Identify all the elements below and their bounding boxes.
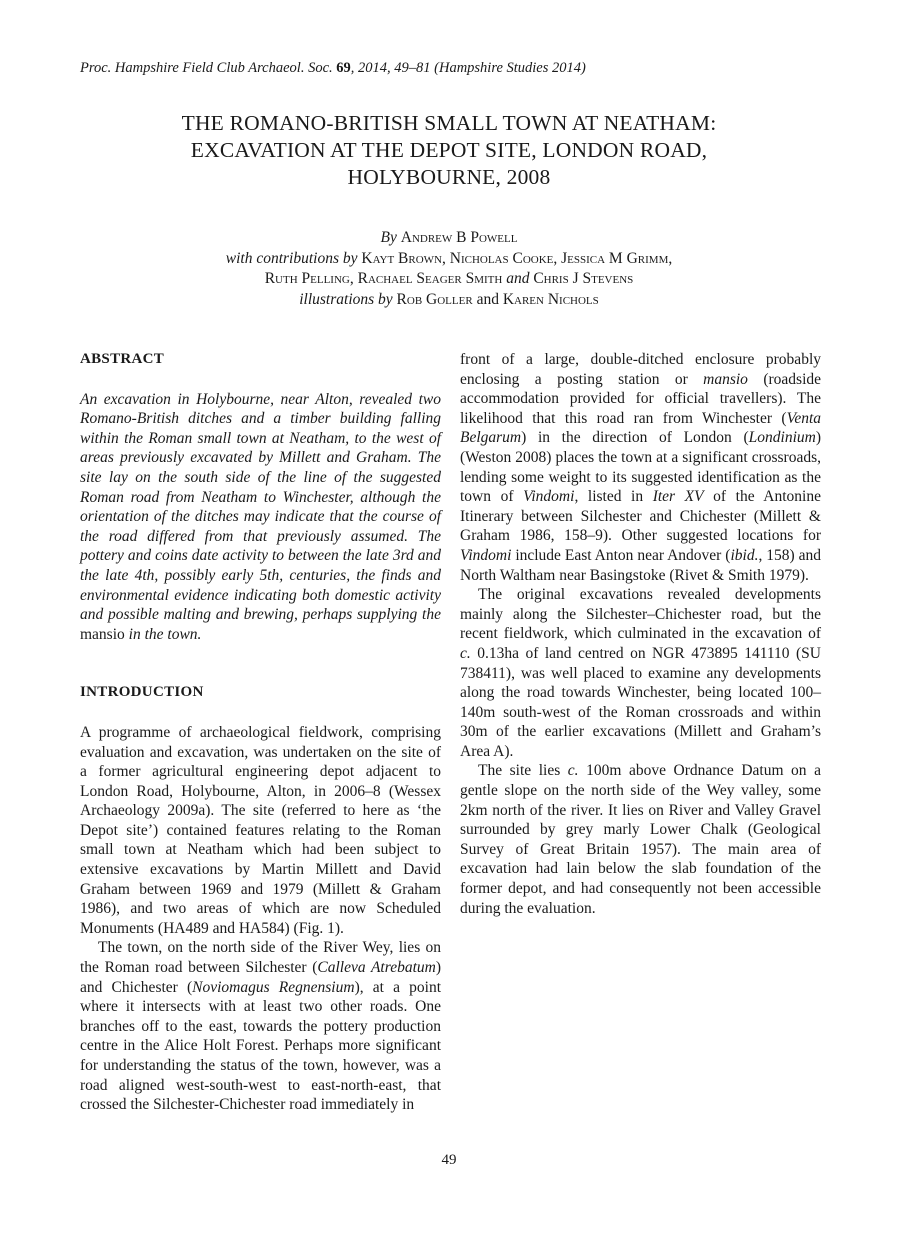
author-line: By Andrew B Powell	[380, 229, 518, 246]
journal-citation	[80, 60, 820, 77]
title-line: EXCAVATION AT THE DEPOT SITE, LONDON ROAD,	[190, 138, 708, 162]
right-column	[460, 350, 821, 918]
introduction-heading: INTRODUCTION	[80, 684, 204, 701]
paragraph: The town, on the north side of the River Wey, lies on the Roman road between Silchester (Calleva Atrebatum) and Chichester (Noviomagus Regnensium), at a point where it intersects with at least two other roads. One branches off to the east, towards the pottery production centre in the Alice Holt Forest. Perhaps more significant for understanding the status of the town, however, was a road aligned west-south-west to east-north-east, that crossed the Silchester-Chichester road immediately in	[80, 939, 441, 1114]
title-line: THE ROMANO-BRITISH SMALL TOWN AT NEATHAM:	[181, 111, 717, 135]
contributors-line: with contributions by Kayt Brown, Nicholas Cooke, Jessica M Grimm,	[225, 249, 673, 267]
journal-name: Proc. Hampshire Field Club Archaeol. Soc.	[80, 60, 337, 76]
author-block	[100, 228, 798, 310]
illustrator: Rob Goller	[396, 290, 473, 308]
contributors-line: Ruth Pelling, Rachael Seager Smith and Chris J Stevens	[264, 270, 634, 287]
abstract-heading: ABSTRACT	[80, 351, 165, 367]
paragraph: The site lies c. 100m above Ordnance Datum on a gentle slope on the north side of the Wey valley, some 2km north of the river. It lies on River and Valley Gravel surrounded by grey marly Lower Chalk (Geological Survey of Great Britain 1957). The main area of excavation had lain below the slab foundation of the former depot, and had consequently not been accessible during the evaluation.	[460, 762, 821, 917]
journal-details: , 2014, 49–81 (Hampshire Studies 2014)	[350, 60, 586, 76]
left-column	[80, 350, 441, 1115]
paragraph: A programme of archaeological fieldwork, comprising evaluation and excavation, was undertaken on the site of a former agricultural engineering depot adjacent to London Road, Holybourne, Alton, in 2006–8 (Wessex Archaeology 2009a). The site (referred to here as ‘the Depot site’) contained features relating to the Roman small town at Neatham which had been subject to extensive excavations by Martin Millett and David Graham between 1969 and 1979 (Millett & Graham 1986), and two areas of which are now Scheduled Monuments (HA489 and HA584) (Fig. 1).	[80, 723, 441, 937]
title-line: HOLYBOURNE, 2008	[347, 165, 551, 189]
illustrators-line: illustrations by Rob Goller and Karen Nichols	[299, 290, 599, 308]
contributors: Kayt Brown, Nicholas Cooke, Jessica M Grimm,	[361, 249, 673, 267]
article-title	[100, 110, 798, 191]
illustrator: Karen Nichols	[502, 290, 599, 308]
paragraph: The original excavations revealed developments mainly along the Silchester–Chichester road, but the recent fieldwork, which culminated in the excavation of c. 0.13ha of land centred on NGR 473895 141110 (SU 738411), was well placed to examine any developments along the road towards Winchester, being located 100–140m south-west of the Roman crossroads and within 30m of the earlier excavations (Millett and Graham’s Area A).	[460, 586, 821, 760]
abstract-text: An excavation in Holybourne, near Alton, revealed two Romano-British ditches and a timber building falling within the Roman small town at Neatham, to the west of areas previously excavated by Millett and Graham. The site lay on the south side of the line of the suggested Roman road from Neatham to Winchester, although the orientation of the ditches may indicate that the course of the road differed from that previously assumed. The pottery and coins date activity to between the late 3rd and the late 4th, possibly early 5th, centuries, the finds and environmental evidence indicating both domestic activity and possible malting and brewing, perhaps supplying the mansio in the town.	[80, 390, 441, 643]
journal-volume: 69	[336, 60, 351, 76]
contributors: Chris J Stevens	[533, 270, 634, 287]
page-number: 49	[441, 1152, 457, 1168]
lead-author: Andrew B Powell	[400, 229, 518, 246]
paragraph: front of a large, double-ditched enclosure probably enclosing a posting station or mansio (roadside accommodation provided for official travellers). The likelihood that this road ran from Winchester (Venta Belgarum) in the direction of London (Londinium) (Weston 2008) places the town at a significant crossroads, lending some weight to its suggested identification as the town of Vindomi, listed in Iter XV of the Antonine Itinerary between Silchester and Chichester (Millett & Graham 1986, 158–9). Other suggested locations for Vindomi include East Anton near Andover (ibid., 158) and North Waltham near Basingstoke (Rivet & Smith 1979).	[460, 351, 822, 584]
contributors: Ruth Pelling, Rachael Seager Smith	[264, 270, 503, 287]
